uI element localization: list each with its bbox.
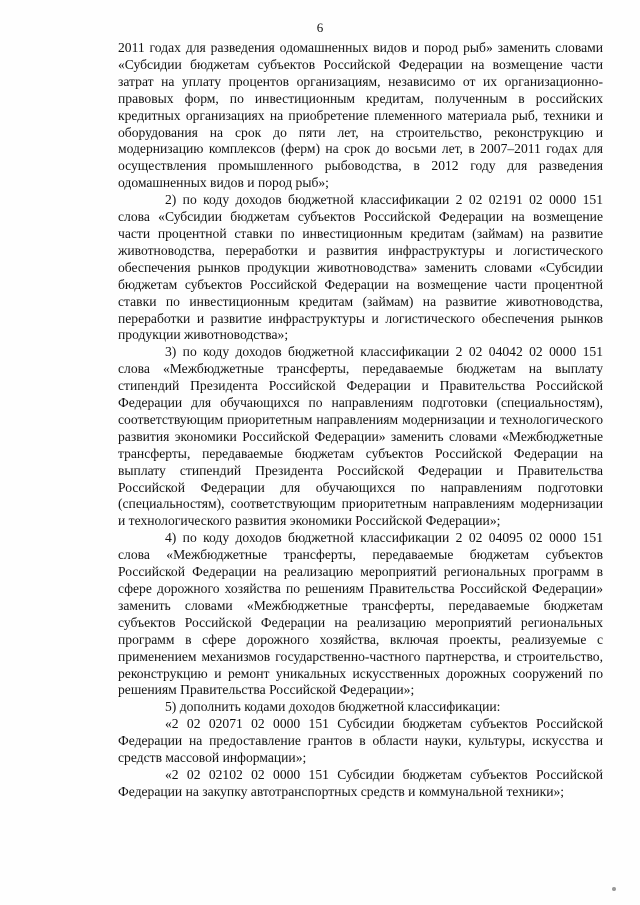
- paragraph-item-3: 3) по коду доходов бюджетной классификации 2 02 04042 02 0000 151 слова «Межбюджетные трансферты, передаваемые бюджетам на выплату стипендий Президента Российской Федерации и Правительства Российской Федерации для обучающихся по направлениям подготовки (специальностям), соответствующим приоритетным направлениям модернизации и технологического развития экономики Российской Федерации» заменить словами «Межбюджетные трансферты, передаваемые бюджетам субъектов Российской Федерации на выплату стипендий Президента Российской Федерации и Правительства Российской Федерации для обучающихся по направлениям подготовки (специальностям), соответствующим приоритетным направлениям модернизации и технологического развития экономики Российской Федерации»;: [118, 344, 603, 529]
- paragraph-item-5: 5) дополнить кодами доходов бюджетной классификации:: [165, 699, 501, 715]
- paragraph-item-4: 4) по коду доходов бюджетной классификации 2 02 04095 02 0000 151 слова «Межбюджетные трансферты, передаваемые бюджетам субъектов Российской Федерации на реализацию мероприятий региональных программ в сфере дорожного хозяйства по решениям Правительства Российской Федерации» заменить словами «Межбюджетные трансферты, передаваемые бюджетам субъектов Российской Федерации на реализацию мероприятий региональных программ в сфере дорожного хозяйства, включая проекты, реализуемые с применением механизмов государственно-частного партнерства, и строительство, реконструкцию и ремонт уникальных искусственных дорожных сооружений по решениям Правительства Российской Федерации»;: [118, 530, 603, 698]
- paragraph-code-02102: «2 02 02102 02 0000 151 Субсидии бюджетам субъектов Российской Федерации на закупку автотранспортных средств и коммунальной техники»;: [118, 766, 603, 799]
- paragraph-continuation: 2011 годах для разведения одомашненных видов и пород рыб» заменить словами «Субсидии бюджетам субъектов Российской Федерации на возмещение части затрат на уплату процентов организациям, независимо от их организационно-правовых форм, по инвестиционным кредитам, полученным в российских кредитных организациях на приобретение племенного материала рыб, техники и оборудования на срок до пяти лет, на строительство, реконструкцию и модернизацию комплексов (ферм) на срок до восьми лет, в 2007–2011 годах для осуществления промышленного рыбоводства, в 2012 году для разведения одомашненных видов и пород рыб»;: [118, 40, 603, 191]
- page-number: 6: [316, 20, 324, 35]
- document-body: [118, 40, 603, 801]
- paragraph-code-02071: «2 02 02071 02 0000 151 Субсидии бюджетам субъектов Российской Федерации на предоставление грантов в области науки, культуры, искусства и средств массовой информации»;: [118, 716, 603, 766]
- paragraph-item-2: 2) по коду доходов бюджетной классификации 2 02 02191 02 0000 151 слова «Субсидии бюджетам субъектов Российской Федерации на возмещение части процентной ставки по инвестиционным кредитам (займам) на развитие животноводства, переработки и развития инфраструктуры и логистического обеспечения рынков продукции животноводства» заменить словами «Субсидии бюджетам субъектов Российской Федерации на возмещение части процентной ставки по инвестиционным кредитам (займам) на развитие животноводства, переработки и развитие инфраструктуры и логистического обеспечения рынков продукции животноводства»;: [118, 192, 603, 343]
- scan-dot: [612, 887, 616, 891]
